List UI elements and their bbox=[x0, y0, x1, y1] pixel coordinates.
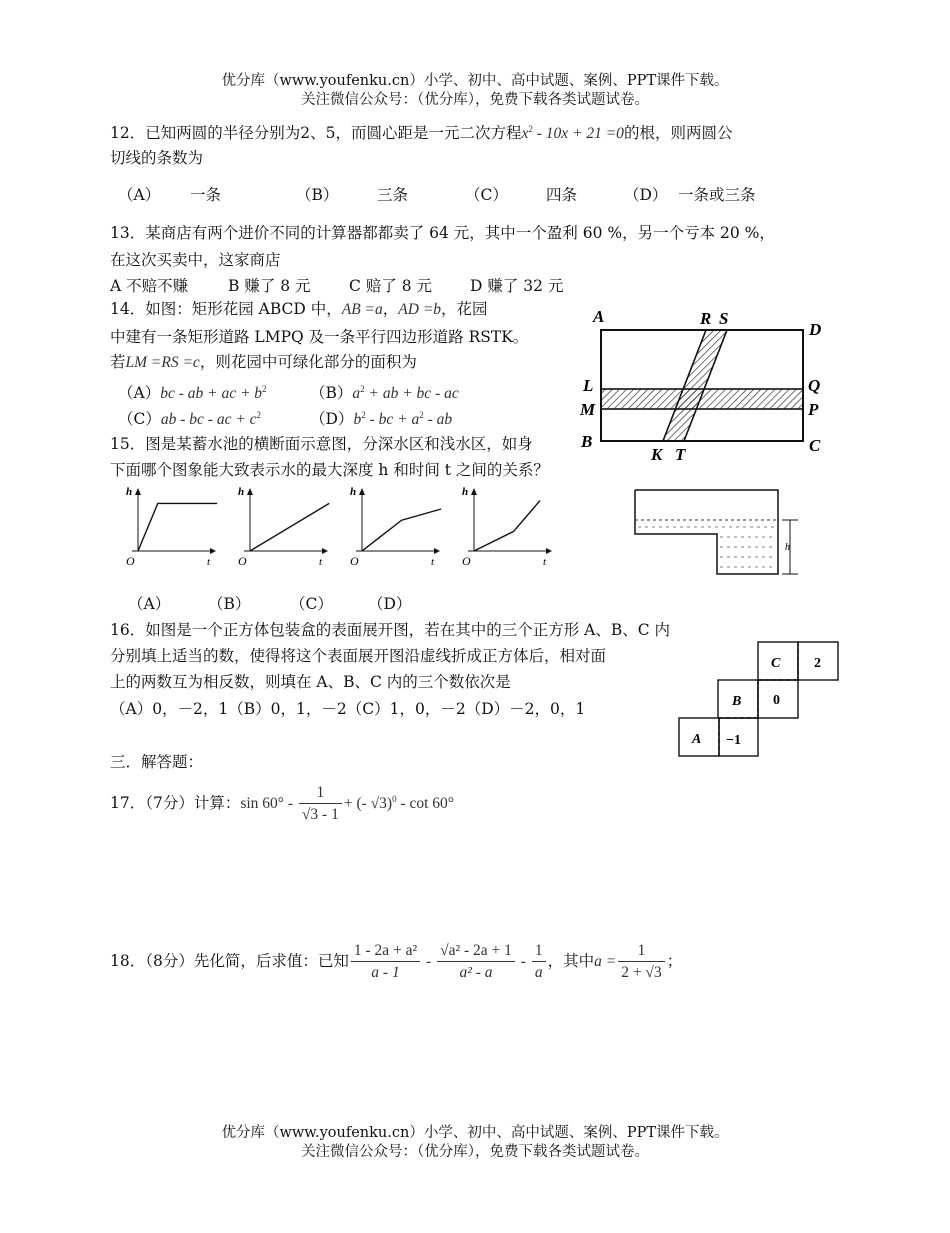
q15-option-d: （D） bbox=[368, 595, 412, 613]
q12-option-a-label: （A） bbox=[118, 186, 161, 204]
q15-pool-figure bbox=[630, 487, 805, 579]
q16-line2: 分别填上适当的数，使得将这个表面展开图沿虚线折成正方体后，相对面 bbox=[110, 647, 607, 665]
net-face-minus1: −1 bbox=[726, 733, 741, 748]
q17-fraction: $\frac{1}{√3 - 1}$ bbox=[299, 783, 342, 826]
label-K: K bbox=[651, 445, 663, 464]
x-axis-arrow bbox=[434, 548, 440, 554]
q14-eq-lm: LM =RS =c bbox=[125, 354, 200, 371]
q12-option-a-text: 一条 bbox=[190, 186, 222, 204]
x-axis-arrow bbox=[546, 548, 552, 554]
q12-option-d-label: （D） bbox=[624, 186, 668, 204]
q12-eq-sup: 2 bbox=[528, 124, 533, 134]
q15-graph-a bbox=[110, 483, 220, 573]
q18-fraction-1: $\frac{\text{1 - 2a + a²}}{a - 1}$ bbox=[351, 941, 420, 984]
x-axis-label: t bbox=[319, 556, 323, 568]
origin-label: O bbox=[462, 554, 471, 568]
q12-tail: 的根，则两圆公 bbox=[623, 124, 733, 143]
q15-graph-b bbox=[222, 483, 332, 573]
graph-curve bbox=[138, 503, 217, 551]
q14-option-d: $(D)b^2$ - bc + $a^2$ - ab bbox=[310, 409, 453, 428]
q15-graph-c bbox=[334, 483, 444, 573]
q12-line2: 切线的条数为 bbox=[110, 149, 204, 167]
label-T: T bbox=[675, 445, 686, 464]
q15-option-b: （B） bbox=[208, 595, 251, 613]
q12-option-d-text: 一条或三条 bbox=[678, 186, 756, 204]
q18-fraction-4: $\frac{1}{2 + √3}$ bbox=[618, 941, 665, 984]
net-face-C: C bbox=[771, 656, 781, 671]
q16-line1: 16．如图是一个正方体包装盒的表面展开图，若在其中的三个正方形 A、B、C 内 bbox=[110, 621, 671, 639]
y-axis-arrow bbox=[359, 488, 365, 495]
y-axis-arrow bbox=[471, 488, 477, 495]
q12-lead: 12．已知两圆的半径分别为2、5，而圆心距是一元二次方程 bbox=[110, 124, 522, 143]
pool-h-label: h bbox=[785, 542, 790, 553]
label-C: C bbox=[809, 436, 821, 455]
origin-label: O bbox=[350, 554, 359, 568]
q15-option-c: （C） bbox=[290, 595, 333, 613]
page-header-line2: 关注微信公众号：（优分库），免费下载各类试题试卷。 bbox=[301, 92, 649, 108]
q15-line1: 15．图是某蓄水池的横断面示意图，分深水区和浅水区，如身 bbox=[110, 435, 533, 453]
net-face-B: B bbox=[732, 694, 742, 709]
q14-option-a: （A）bc - ab + ac + $b^2$ bbox=[118, 383, 267, 402]
q18-line: 18．（8分）先化简，后求值：已知 $\frac{\text{1 - 2a + a²}}{a - 1}$ - $\frac{\text{√a² - 2a + 1}}{\text{a² - a}}$ - $\frac{1}{a}$ ，其中a = $\frac{1}{2 + √3}$ ； bbox=[110, 935, 682, 988]
q15-option-a: （A） bbox=[128, 595, 171, 613]
q12-option-b-text: 三条 bbox=[377, 186, 409, 204]
y-axis-label: h bbox=[126, 486, 133, 498]
graph-curve bbox=[362, 509, 441, 551]
q14-line2: 中建有一条矩形道路 LMPQ 及一条平行四边形道路 RSTK。 bbox=[110, 328, 529, 346]
label-L: L bbox=[583, 376, 594, 395]
x-axis-label: t bbox=[207, 556, 211, 568]
q13-option-a: A 不赔不赚 bbox=[110, 277, 189, 295]
q14-line1: 14．如图：矩形花园 ABCD 中，AB =a，AD =b，花园 bbox=[110, 300, 488, 318]
label-A: A bbox=[593, 307, 605, 326]
water-fill-lines bbox=[638, 527, 775, 567]
q12-option-c-text: 四条 bbox=[546, 186, 578, 204]
y-axis-label: h bbox=[462, 486, 469, 498]
label-S: S bbox=[719, 309, 729, 328]
label-Q: Q bbox=[808, 376, 821, 395]
q14-garden-figure bbox=[578, 303, 830, 467]
x-axis-arrow bbox=[210, 548, 216, 554]
label-R: R bbox=[700, 309, 712, 328]
q15-graph-d bbox=[446, 483, 556, 573]
y-axis-arrow bbox=[135, 488, 141, 495]
q13-line2: 在这次买卖中，这家商店 bbox=[110, 251, 281, 269]
page-footer-line2: 关注微信公众号：（优分库），免费下载各类试题试卷。 bbox=[301, 1144, 649, 1160]
q14-line3: 若LM =RS =c，则花园中可绿化部分的面积为 bbox=[110, 353, 417, 371]
y-axis-label: h bbox=[350, 486, 357, 498]
y-axis-label: h bbox=[238, 486, 245, 498]
net-face-A: A bbox=[692, 732, 702, 747]
label-D: D bbox=[809, 320, 822, 339]
graph-curve bbox=[474, 501, 540, 551]
q16-cube-net bbox=[676, 638, 841, 760]
q17-line: 17．（7分）计算：sin 60° - $\frac{1}{√3 - 1}$ + (- √3)$^0$ - cot 60° bbox=[110, 775, 454, 828]
q18-fraction-3: $\frac{1}{a}$ bbox=[532, 941, 546, 984]
label-P: P bbox=[808, 400, 819, 419]
q14-eq-ab: AB =a bbox=[341, 301, 383, 318]
q14-option-c: （C）ab - bc - ac + $c^2$ bbox=[118, 409, 262, 428]
q13-option-c: C 赔了 8 元 bbox=[349, 277, 433, 295]
q12-line1 bbox=[110, 118, 732, 145]
origin-label: O bbox=[126, 554, 135, 568]
label-M: M bbox=[580, 400, 596, 419]
origin-label: O bbox=[238, 554, 247, 568]
q16-line3: 上的两数互为相反数，则填在 A、B、C 内的三个数依次是 bbox=[110, 673, 511, 691]
q13-option-d: D 赚了 32 元 bbox=[470, 277, 564, 295]
q14-option-b: $(B)a^2$ + ab + bc - ac bbox=[310, 383, 459, 402]
label-B: B bbox=[581, 432, 593, 451]
q12-eq-rest: - 10x + 21 =0 bbox=[532, 125, 624, 143]
q16-options: （A）0，－2，1（B）0，1，－2（C）1，0，－2（D）－2，0，1 bbox=[110, 700, 586, 718]
q14-eq-ad: AD =b bbox=[398, 301, 442, 318]
net-face-0: 0 bbox=[773, 693, 780, 708]
x-axis-arrow bbox=[322, 548, 328, 554]
road-rstk bbox=[663, 330, 727, 441]
section-3-heading: 三．解答题： bbox=[110, 753, 204, 771]
page-footer-line1: 优分库（www.youfenku.cn）小学、初中、高中试题、案例、PPT课件下载。 bbox=[221, 1125, 729, 1141]
pool-outline bbox=[635, 490, 778, 574]
q13-line1: 13．某商店有两个进价不同的计算器都都卖了 64 元，其中一个盈利 60 %，另一个亏本 20 %， bbox=[110, 224, 775, 242]
graph-curve bbox=[250, 503, 329, 551]
x-axis-label: t bbox=[431, 556, 435, 568]
y-axis-arrow bbox=[247, 488, 253, 495]
q12-option-c-label: （C） bbox=[465, 186, 508, 204]
q12-eq-x: x bbox=[521, 125, 529, 143]
q15-line2: 下面哪个图象能大致表示水的最大深度 h 和时间 t 之间的关系？ bbox=[110, 461, 549, 479]
q13-option-b: B 赚了 8 元 bbox=[228, 277, 311, 295]
x-axis-label: t bbox=[543, 556, 547, 568]
q18-fraction-2: $\frac{\text{√a² - 2a + 1}}{\text{a² - a}}$ bbox=[437, 941, 515, 984]
q12-option-b-label: （B） bbox=[296, 186, 339, 204]
net-face-2: 2 bbox=[814, 656, 821, 671]
page-header-line1: 优分库（www.youfenku.cn）小学、初中、高中试题、案例、PPT课件下载。 bbox=[221, 73, 729, 89]
